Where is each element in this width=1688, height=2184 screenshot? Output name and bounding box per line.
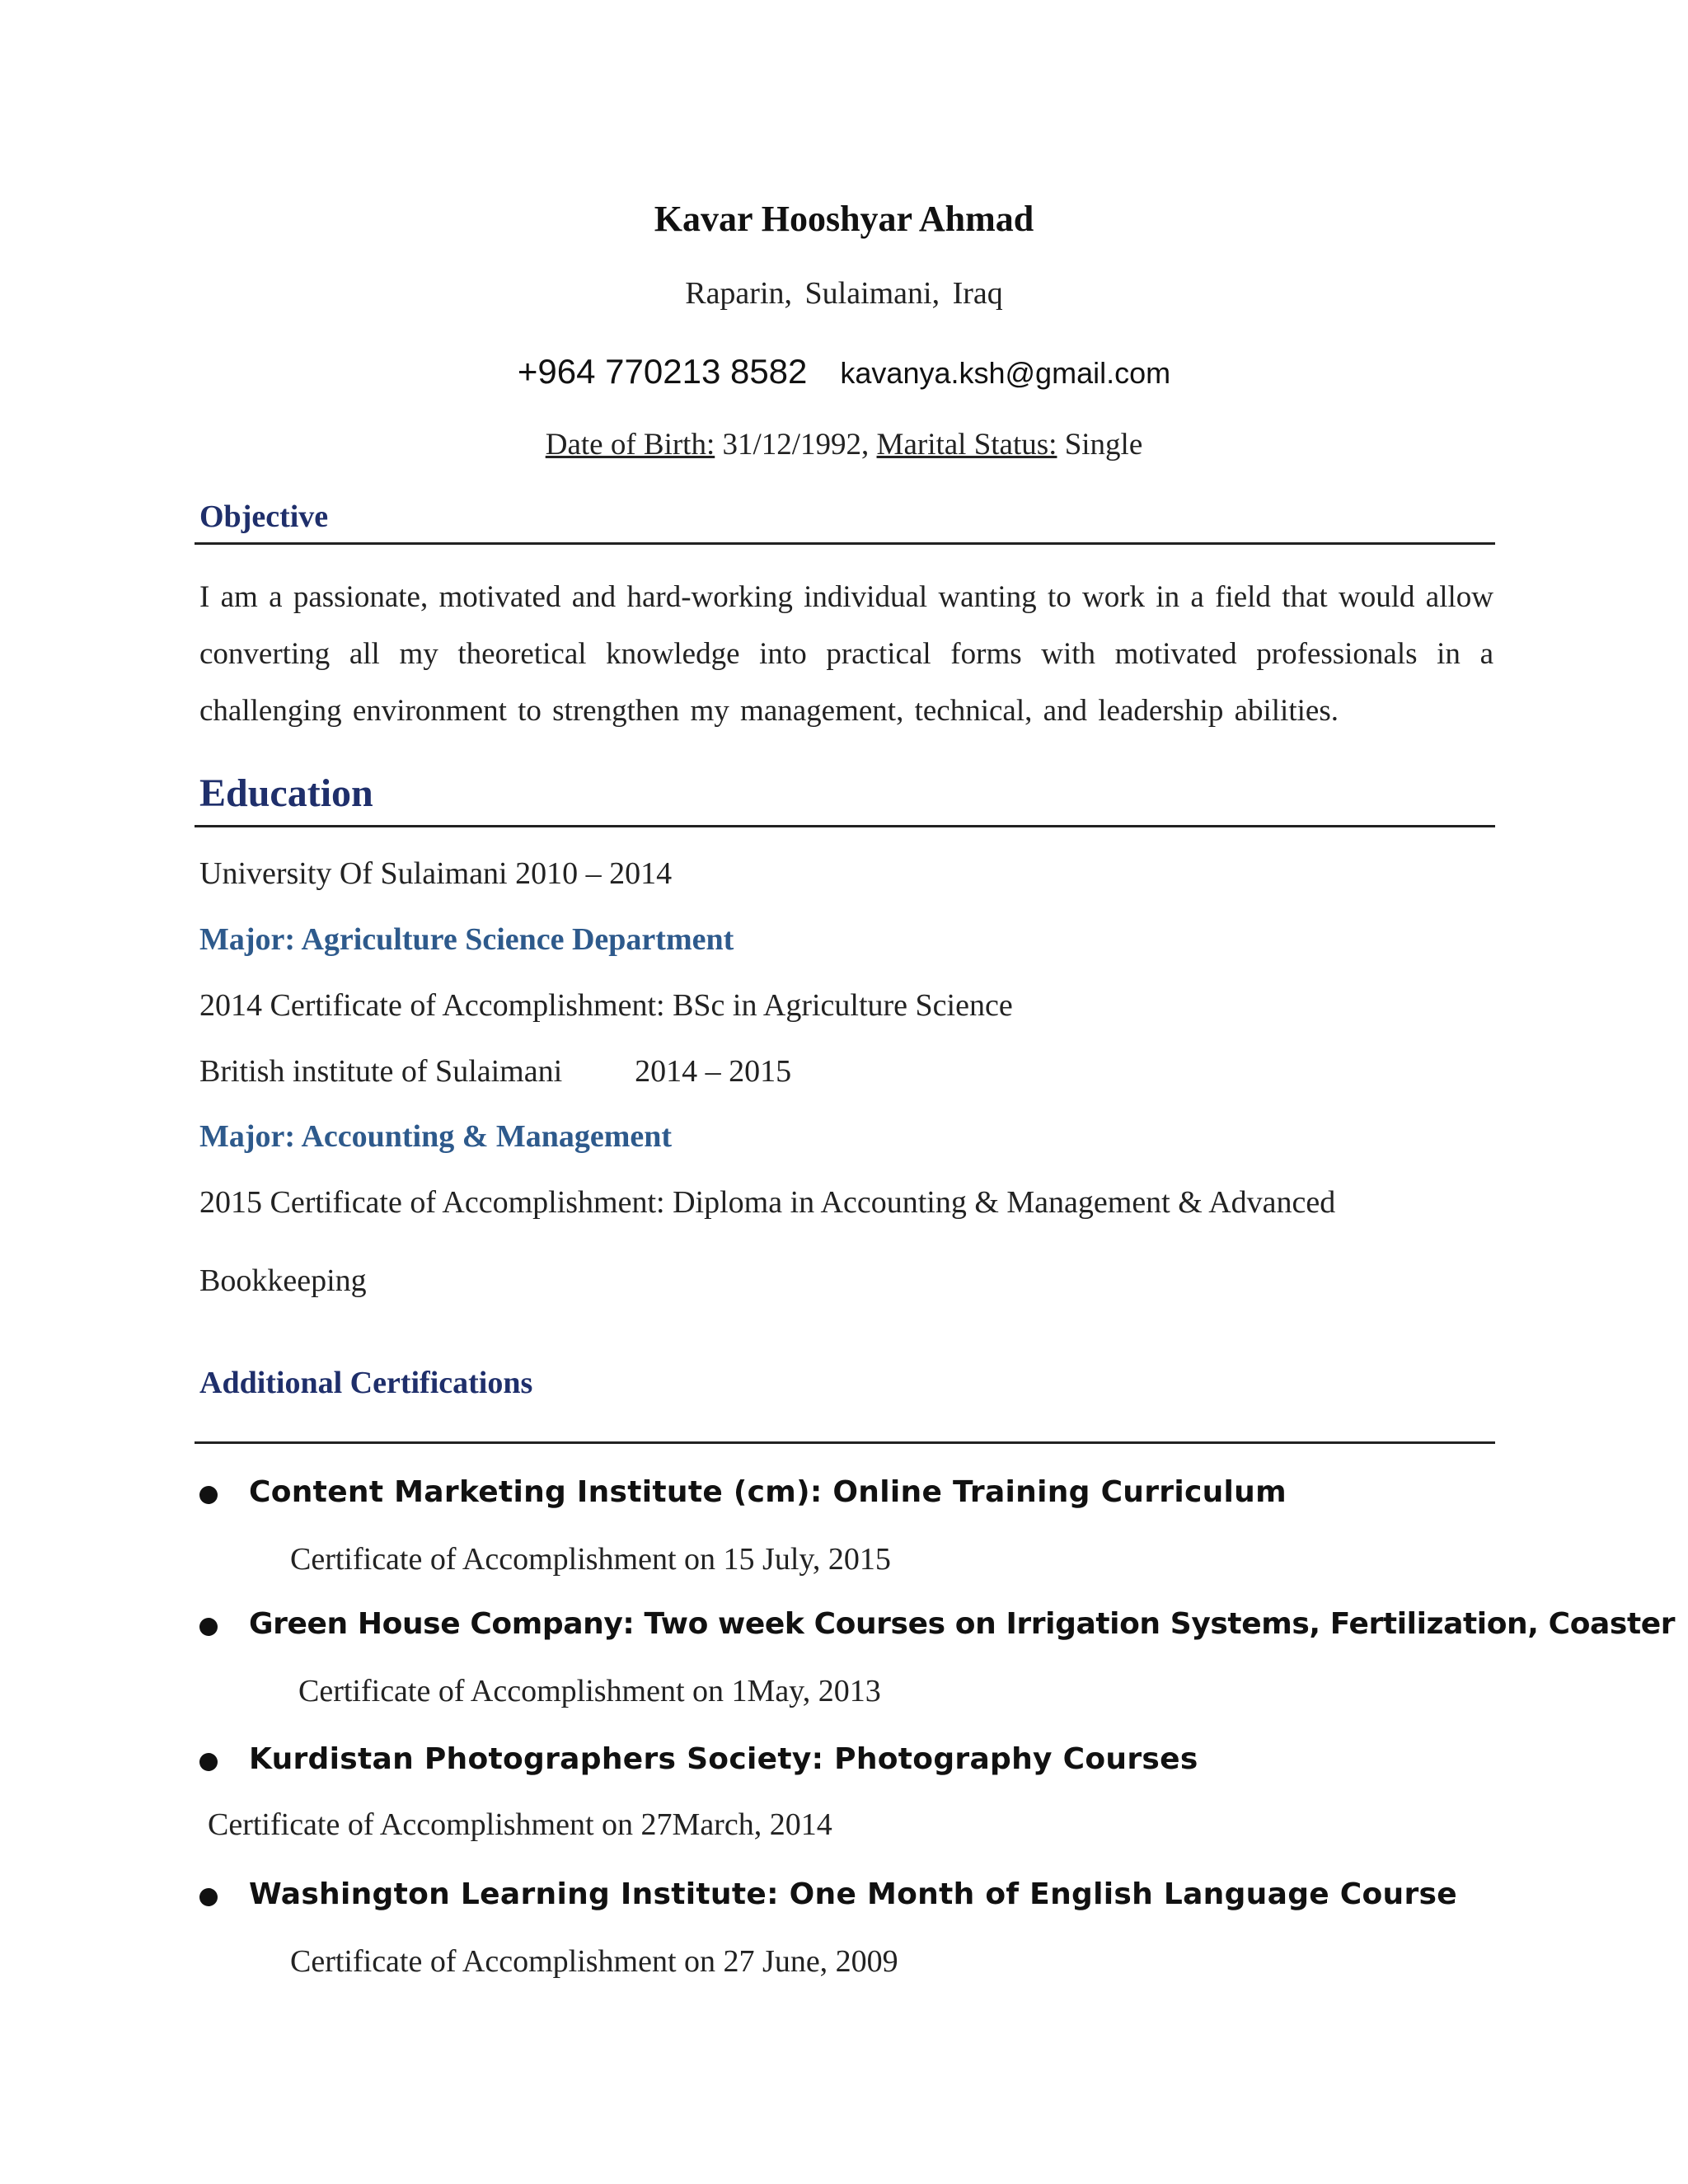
cert-item-1-detail: Certificate of Accomplishment on 15 July, 2015 <box>290 1542 891 1577</box>
cert-item-4-heading: Washington Learning Institute: One Month of English Language Course <box>249 1877 1457 1911</box>
marital-value: Single <box>1057 428 1143 462</box>
applicant-address: Raparin, Sulaimani, Iraq <box>685 276 1003 311</box>
dob-label: Date of Birth: <box>545 428 715 462</box>
certifications-heading: Additional Certifications <box>199 1366 533 1400</box>
phone-number: +964 770213 8582 <box>517 352 808 391</box>
objective-divider <box>195 542 1495 545</box>
bullet-icon <box>199 1888 218 1906</box>
university-1: University Of Sulaimani 2010 – 2014 <box>199 856 673 891</box>
education-divider <box>195 825 1495 827</box>
cert-item-4-detail: Certificate of Accomplishment on 27 June, 2009 <box>290 1944 898 1979</box>
cert-item-2-heading: Green House Company: Two week Courses on Irrigation Systems, Fertilization, Coaster <box>249 1607 1676 1641</box>
applicant-name: Kavar Hooshyar Ahmad <box>654 199 1034 239</box>
certificate-2-line2: Bookkeeping <box>199 1263 367 1298</box>
contact-line <box>0 352 1688 391</box>
objective-text: I am a passionate, motivated and hard-working individual wanting to work in a field that would allow converting all my theoretical knowledge into practical forms with motivated professionals in a challenging environment to strengthen my management, technical, and leadership abilities. <box>199 580 1493 728</box>
cert-item-1-heading: Content Marketing Institute (cm): Online Training Curriculum <box>249 1475 1287 1509</box>
cert-item-3-heading: Kurdistan Photographers Society: Photography Courses <box>249 1742 1198 1776</box>
email-address: kavanya.ksh@gmail.com <box>840 356 1171 390</box>
certifications-divider <box>195 1441 1495 1444</box>
dob-value: 31/12/1992, <box>715 428 877 462</box>
bullet-icon <box>199 1753 218 1771</box>
cert-item-2-detail: Certificate of Accomplishment on 1May, 2013 <box>298 1674 881 1708</box>
marital-label: Marital Status: <box>876 428 1057 462</box>
cert-item-3-detail: Certificate of Accomplishment on 27March, 2014 <box>208 1807 832 1842</box>
certificate-2-line1: 2015 Certificate of Accomplishment: Diploma in Accounting & Management & Advanced <box>199 1185 1336 1220</box>
university-2-name: British institute of Sulaimani <box>199 1054 563 1089</box>
education-heading: Education <box>199 771 373 815</box>
major-2: Major: Accounting & Management <box>199 1119 673 1154</box>
major-1: Major: Agriculture Science Department <box>199 922 734 957</box>
university-2-years: 2014 – 2015 <box>635 1054 792 1089</box>
bullet-icon <box>199 1486 218 1504</box>
university-2 <box>199 1053 791 1090</box>
bullet-icon <box>199 1618 218 1636</box>
personal-details <box>0 427 1688 462</box>
certificate-1: 2014 Certificate of Accomplishment: BSc in Agriculture Science <box>199 988 1013 1023</box>
objective-heading: Objective <box>199 499 329 534</box>
